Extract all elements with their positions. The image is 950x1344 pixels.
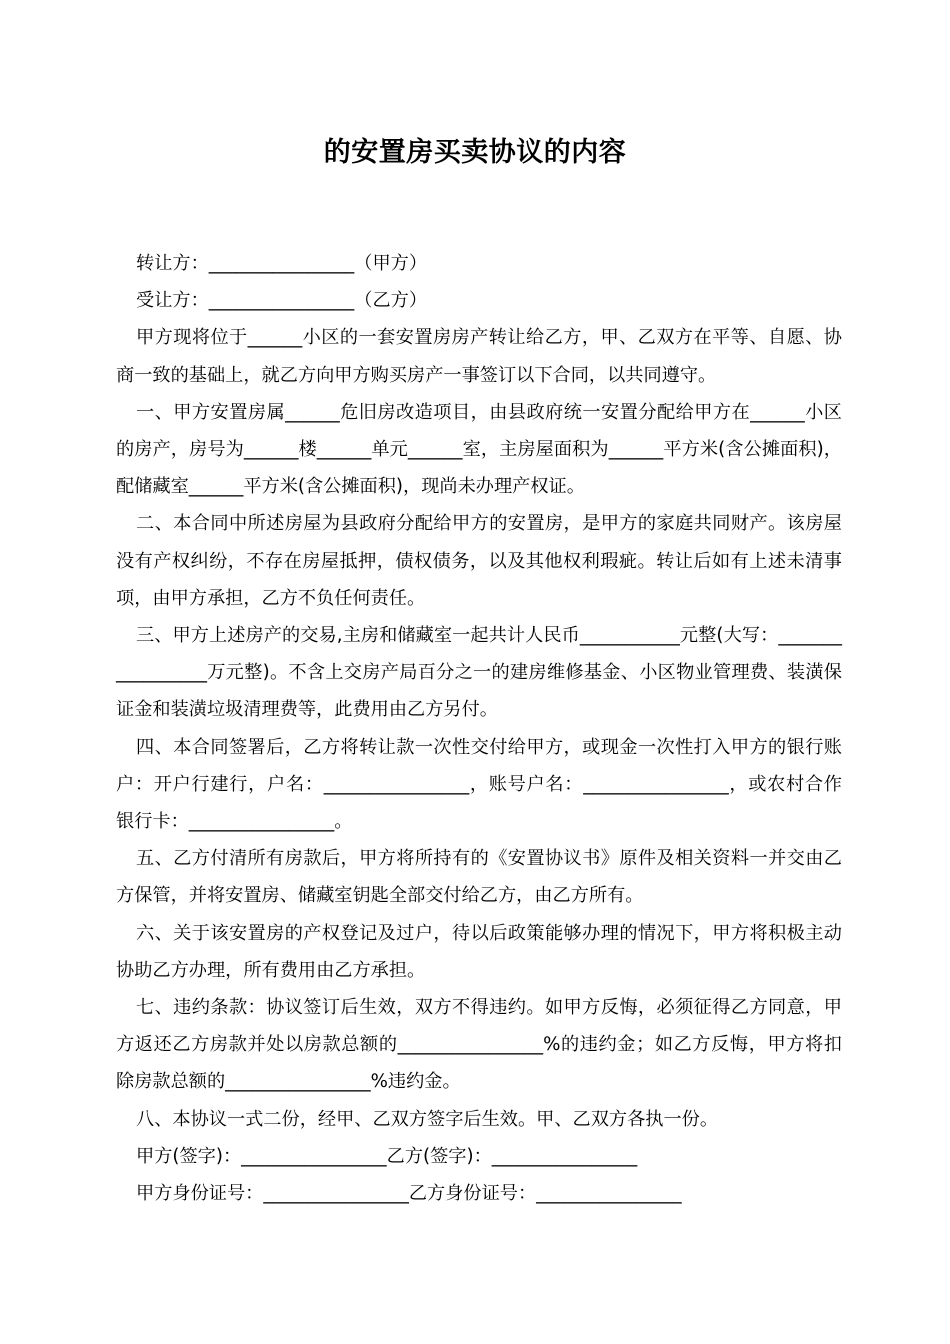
document-body <box>116 245 842 1212</box>
transferor-line: 转让方：________________（甲方） <box>136 253 428 274</box>
signature-line: 甲方(签字)：________________乙方(签字)：________________ <box>136 1145 638 1167</box>
clause-2: 二、本合同中所述房屋为县政府分配给甲方的安置房，是甲方的家庭共同财产。该房屋没有产权纠纷，不存在房屋抵押，债权债务，以及其他权利瑕疵。转让后如有上述未清事项，由甲方承担，乙方不负任何责任。 <box>116 513 842 609</box>
clause-4: 四、本合同签署后，乙方将转让款一次性交付给甲方，或现金一次性打入甲方的银行账户：开户行建行，户名：________________，账号户名：________________，或农村合作银行卡：________________。 <box>116 736 842 833</box>
clause-3: 三、甲方上述房产的交易,主房和储藏室一起共计人民币___________元整(大写：_________________万元整)。不含上交房产局百分之一的建房维修基金、小区物业管理费、装潢保证金和装潢垃圾清理费等，此费用由乙方另付。 <box>116 625 842 721</box>
document-title: 的安置房买卖协议的内容 <box>323 137 627 168</box>
clause-7: 七、违约条款：协议签订后生效，双方不得违约。如甲方反悔，必须征得乙方同意，甲方返还乙方房款并处以房款总额的________________%的违约金；如乙方反悔，甲方将扣除房款总额的________________%违约金。 <box>116 997 842 1093</box>
clause-1: 一、甲方安置房属______危旧房改造项目，由县政府统一安置分配给甲方在______小区的房产，房号为______楼______单元______室，主房屋面积为______平方米(含公摊面积)，配储藏室______平方米(含公摊面积)，现尚未办理产权证。 <box>116 401 842 498</box>
id-number-line: 甲方身份证号：________________乙方身份证号：________________ <box>136 1183 682 1205</box>
clause-8: 八、本协议一式二份，经甲、乙双方签字后生效。甲、乙双方各执一份。 <box>136 1108 719 1130</box>
clause-6: 六、关于该安置房的产权登记及过户，待以后政策能够办理的情况下，甲方将积极主动协助乙方办理，所有费用由乙方承担。 <box>116 922 842 981</box>
clause-5: 五、乙方付清所有房款后，甲方将所持有的《安置协议书》原件及相关资料一并交由乙方保管，并将安置房、储藏室钥匙全部交付给乙方，由乙方所有。 <box>116 848 842 907</box>
preamble-paragraph: 甲方现将位于______小区的一套安置房房产转让给乙方，甲、乙双方在平等、自愿、协商一致的基础上，就乙方向甲方购买房产一事签订以下合同，以共同遵守。 <box>116 327 842 386</box>
transferee-line: 受让方：________________（乙方） <box>136 290 428 312</box>
